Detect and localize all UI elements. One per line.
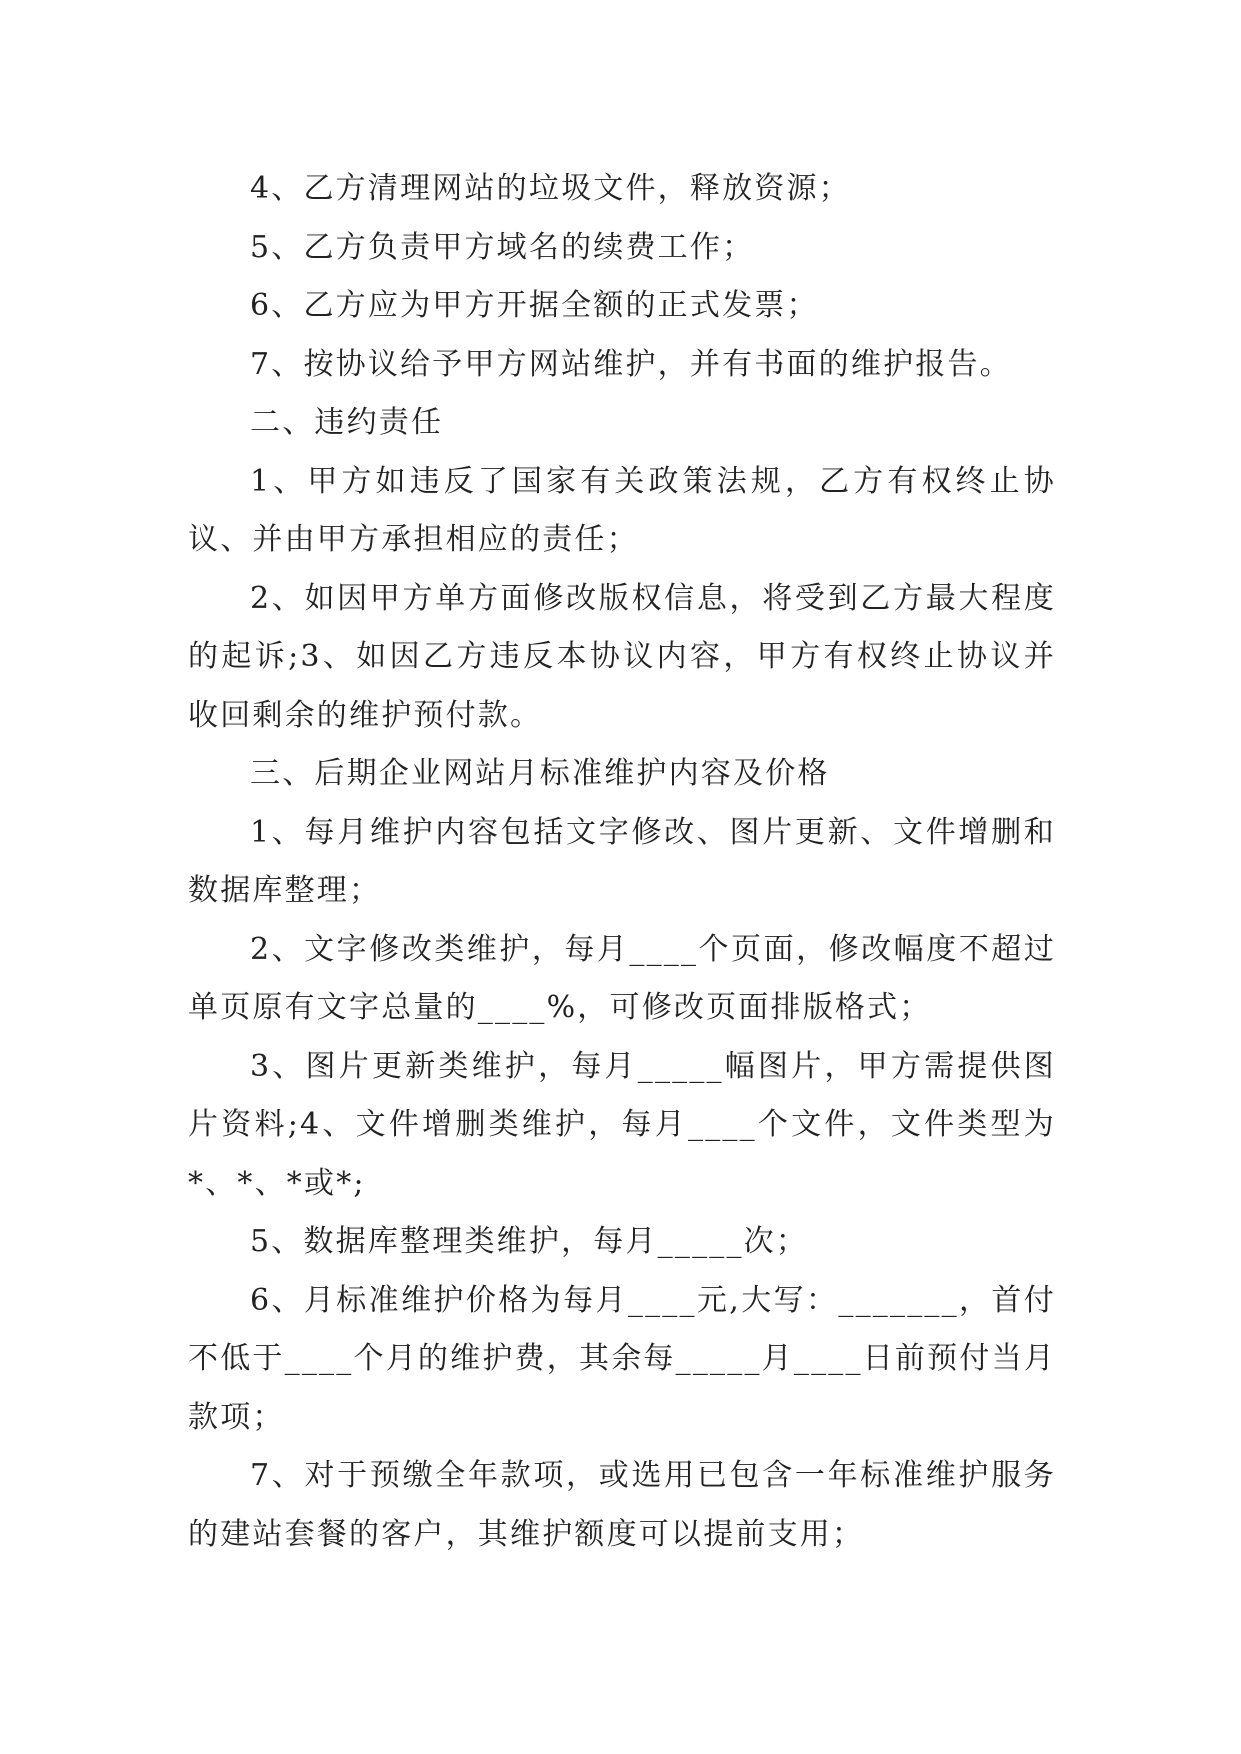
clause-paragraph: 5、乙方负责甲方域名的续费工作； [250,229,755,265]
section-heading: 二、违约责任 [250,405,444,440]
section-heading: 三、后期企业网站月标准维护内容及价格 [250,756,830,791]
clause-paragraph: 6、乙方应为甲方开据全额的正式发票； [250,288,819,323]
clause-paragraph: 1、每月维护内容包括文字修改、图片更新、文件增删和数据库整理； [188,814,1056,908]
clause-paragraph: 7、对于预缴全年款项，或选用已包含一年标准维护服务的建站套餐的客户，其维护额度可以提前支用； [188,1458,1056,1552]
clause-paragraph: 5、数据库整理类维护，每月_____次； [250,1224,809,1259]
clause-paragraph: 7、按协议给予甲方网站维护，并有书面的维护报告。 [250,346,1012,382]
clause-paragraph: 1、甲方如违反了国家有关政策法规，乙方有权终止协议、并由甲方承担相应的责任； [188,463,1056,557]
clause-paragraph: 2、如因甲方单方面修改版权信息，将受到乙方最大程度的起诉;3、如因乙方违反本协议内容，甲方有权终止协议并收回剩余的维护预付款。 [188,580,1056,733]
clause-paragraph: 3、图片更新类维护，每月_____幅图片，甲方需提供图片资料;4、文件增删类维护，每月____个文件，文件类型为*、*、*或*; [188,1048,1056,1201]
clause-paragraph: 4、乙方清理网站的垃圾文件，释放资源； [250,171,851,206]
clause-paragraph: 2、文字修改类维护，每月____个页面，修改幅度不超过单页原有文字总量的____%，可修改页面排版格式； [188,931,1056,1025]
document-body [188,160,1056,1564]
clause-paragraph: 6、月标准维护价格为每月____元,大写：_______，首付不低于____个月的维护费，其余每_____月____日前预付当月款项； [188,1282,1056,1435]
